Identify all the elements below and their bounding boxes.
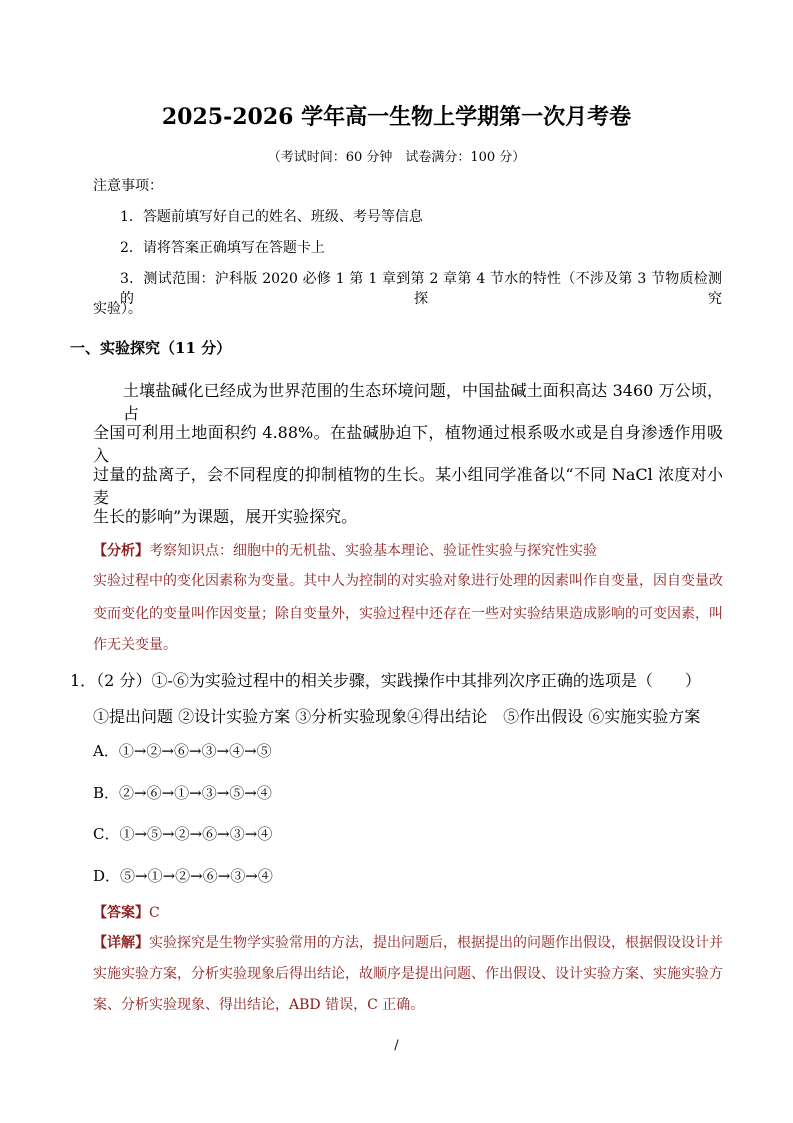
- detail-line: 实施实验方案，分析实验现象后得出结论，故顺序是提出问题、作出假设、设计实验方案、实施实验方: [93, 966, 723, 982]
- option-a: A．①→②→⑥→③→④→⑤: [93, 742, 272, 760]
- detail-text: 实验探究是生物学实验常用的方法，提出问题后，根据提出的问题作出假设，根据假设设计并: [149, 935, 723, 951]
- question-steps: ①提出问题 ②设计实验方案 ③分析实验现象④得出结论 ⑤作出假设 ⑥实施实验方案: [93, 707, 701, 726]
- passage-line: 土壤盐碱化已经成为世界范围的生态环境问题，中国盐碱土面积高达 3460 万公顷，占: [123, 381, 723, 423]
- analysis-body-line: 作无关变量。: [93, 637, 177, 653]
- detail-label: 【详解】: [93, 935, 149, 951]
- detail-line: 案、分析实验现象、得出结论，ABD 错误，C 正确。: [93, 997, 425, 1013]
- option-d: D．⑤→①→②→⑥→③→④: [93, 867, 273, 885]
- answer-label: 【答案】: [93, 905, 149, 921]
- analysis-label: 【分析】: [93, 543, 149, 559]
- analysis-line: [93, 540, 597, 560]
- answer-line: [93, 902, 160, 922]
- note-item: 3．测试范围：沪科版 2020 必修 1 第 1 章到第 2 章第 4 节水的特性（不涉及第 3 节物质检测的探究: [120, 271, 722, 307]
- analysis-body-line: 变而变化的变量叫作因变量；除自变量外，实验过程中还存在一些对实验结果造成影响的可变因素，叫: [93, 606, 723, 622]
- note-item: 1．答题前填写好自己的姓名、班级、考号等信息: [120, 209, 423, 225]
- section-heading: 一、实验探究（11 分）: [70, 339, 232, 357]
- note-item: 2．请将答案正确填写在答题卡上: [120, 240, 325, 256]
- option-c: C．①→⑤→②→⑥→③→④: [93, 825, 273, 843]
- passage-line: 过量的盐离子，会不同程度的抑制植物的生长。某小组同学准备以“不同 NaCl 浓度对小麦: [93, 465, 723, 507]
- page-title: 2025-2026 学年高一生物上学期第一次月考卷: [161, 104, 632, 130]
- detail-line: [93, 932, 723, 952]
- note-item: 实验）。: [93, 301, 142, 317]
- answer-value: C: [149, 905, 160, 921]
- option-b: B．②→⑥→①→③→⑤→④: [93, 784, 272, 802]
- passage-line: 生长的影响”为课题，展开实验探究。: [93, 507, 358, 526]
- question-stem: 1．（2 分）①-⑥为实验过程中的相关步骤，实践操作中其排列次序正确的选项是（ ）: [70, 671, 701, 690]
- analysis-topic: 考察知识点：细胞中的无机盐、实验基本理论、验证性实验与探究性实验: [149, 543, 597, 559]
- notes-heading: 注意事项：: [93, 178, 163, 194]
- page-footer-mark: /: [394, 1038, 399, 1053]
- analysis-body-line: 实验过程中的变化因素称为变量。其中人为控制的对实验对象进行处理的因素叫作自变量，因自变量改: [93, 573, 723, 589]
- passage-line: 全国可利用土地面积约 4.88%。在盐碱胁迫下，植物通过根系吸水或是自身渗透作用吸入: [93, 423, 723, 465]
- exam-info: （考试时间：60 分钟 试卷满分：100 分）: [267, 150, 526, 165]
